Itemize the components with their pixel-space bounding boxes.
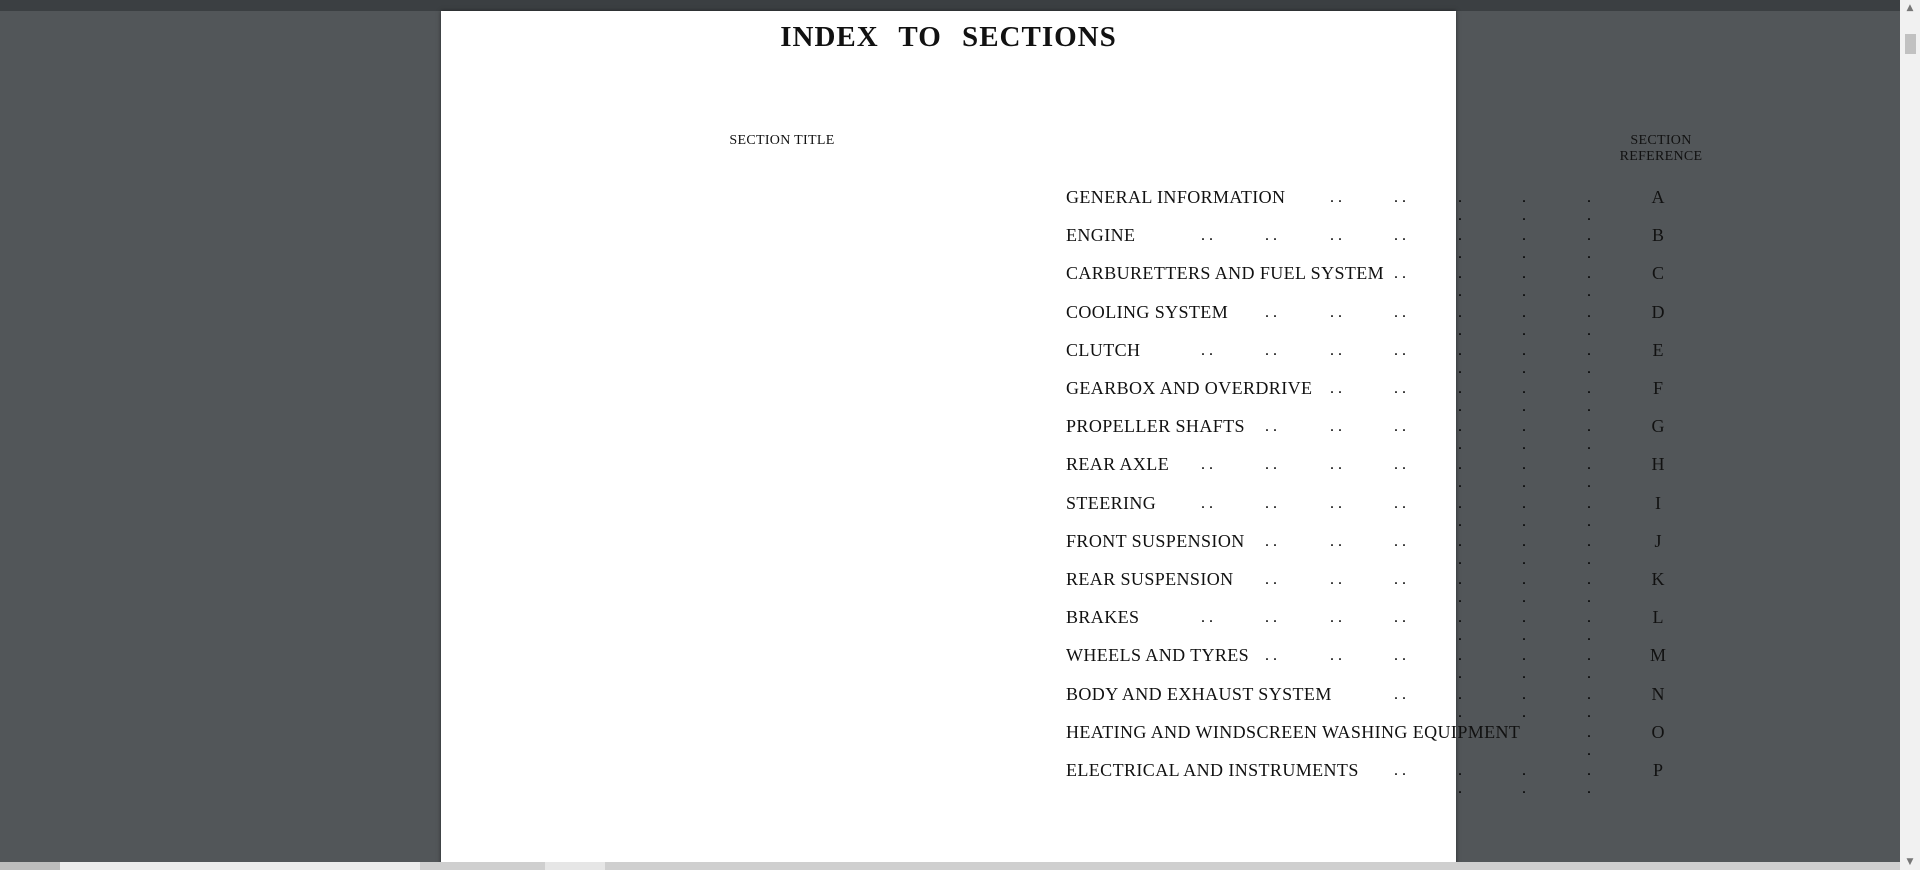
section-row — [441, 263, 1664, 301]
leader-dots: . . — [1394, 227, 1406, 245]
leader-dots: . . — [1587, 571, 1591, 606]
leader-dots: . . — [1394, 609, 1406, 627]
section-reference-header-line1: SECTION — [1630, 133, 1692, 148]
section-reference-letter: D — [1651, 301, 1665, 322]
leader-dots: . . — [1394, 265, 1406, 283]
leader-dots: . . — [1458, 532, 1462, 568]
section-title: BRAKES — [1066, 607, 1140, 628]
vertical-scrollbar[interactable] — [1900, 0, 1920, 870]
leader-dots: . . — [1330, 380, 1342, 397]
leader-dots: . . — [1522, 341, 1526, 377]
section-reference-letter: A — [1651, 187, 1665, 207]
section-row — [441, 530, 1662, 568]
leader-dots: . . — [1330, 456, 1342, 474]
section-reference-letter: N — [1651, 683, 1665, 704]
scroll-up-arrow-icon[interactable]: ▲ — [1906, 3, 1914, 13]
section-row — [441, 301, 1665, 339]
leader-dots: . . — [1522, 571, 1526, 606]
leader-dots: . . — [1458, 647, 1462, 683]
section-reference-letter: J — [1654, 530, 1662, 551]
section-row — [441, 683, 1665, 721]
section-reference-letter: L — [1652, 607, 1664, 628]
section-row — [441, 760, 1663, 797]
leader-dots: . . — [1587, 685, 1591, 721]
leader-dots: . . — [1394, 532, 1406, 550]
section-reference-letter: E — [1652, 339, 1664, 360]
section-title: ELECTRICAL AND INSTRUMENTS — [1066, 760, 1359, 780]
leader-dots: . . — [1394, 494, 1406, 512]
leader-dots: . . — [1522, 532, 1526, 568]
leader-dots: . . — [1394, 380, 1406, 397]
leader-dots: . . — [1522, 685, 1526, 721]
leader-dots: . . — [1522, 456, 1526, 492]
section-reference-letter: I — [1655, 492, 1661, 513]
leader-dots: . . — [1265, 532, 1277, 550]
leader-dots: . . — [1458, 303, 1462, 339]
scrollbar-thumb[interactable] — [1905, 34, 1916, 54]
leader-dots: . . — [1587, 303, 1591, 339]
leader-dots: . . — [1265, 494, 1277, 512]
leader-dots: . . — [1587, 609, 1591, 645]
leader-dots: . . — [1458, 418, 1462, 454]
page-title: INDEX TO SECTIONS — [780, 21, 1117, 53]
leader-dots: . . — [1458, 456, 1462, 492]
leader-dots: . . — [1330, 609, 1342, 627]
section-reference-letter: M — [1649, 645, 1666, 666]
section-reference-letter: H — [1651, 454, 1665, 475]
section-row — [441, 645, 1666, 683]
leader-dots: . . — [1458, 762, 1462, 797]
leader-dots: . . — [1330, 494, 1342, 512]
section-row — [441, 187, 1665, 224]
leader-dots: . . — [1201, 456, 1213, 474]
leader-dots: . . — [1587, 762, 1591, 797]
leader-dots: . . — [1587, 723, 1591, 759]
section-reference-letter: O — [1651, 721, 1665, 742]
leader-dots: . . — [1587, 227, 1591, 263]
section-row — [441, 569, 1665, 606]
bottom-bar-segment — [0, 862, 60, 870]
leader-dots: . . — [1265, 571, 1277, 588]
leader-dots: . . — [1330, 303, 1342, 321]
section-title-column-header: SECTION TITLE — [729, 133, 835, 148]
section-title: ENGINE — [1066, 225, 1136, 246]
section-row — [441, 225, 1664, 263]
leader-dots: . . — [1394, 456, 1406, 474]
leader-dots: . . — [1587, 189, 1591, 224]
leader-dots: . . — [1458, 380, 1462, 415]
leader-dots: . . — [1458, 265, 1462, 301]
document-page — [441, 11, 1703, 870]
leader-dots: . . — [1587, 341, 1591, 377]
leader-dots: . . — [1587, 265, 1591, 301]
leader-dots: . . — [1330, 571, 1342, 588]
leader-dots: . . — [1458, 685, 1462, 721]
section-row — [441, 454, 1665, 492]
leader-dots: . . — [1587, 456, 1591, 492]
section-row — [441, 378, 1663, 415]
section-reference-header-line2: REFERENCE — [1619, 149, 1703, 164]
leader-dots: . . — [1265, 609, 1277, 627]
leader-dots: . . — [1394, 685, 1406, 703]
section-title: BODY AND EXHAUST SYSTEM — [1066, 683, 1332, 704]
leader-dots: . . — [1522, 189, 1526, 224]
leader-dots: . . — [1201, 341, 1213, 359]
section-title: REAR SUSPENSION — [1066, 569, 1234, 589]
leader-dots: . . — [1522, 494, 1526, 530]
leader-dots: . . — [1394, 571, 1406, 588]
leader-dots: . . — [1265, 418, 1277, 436]
leader-dots: . . — [1522, 762, 1526, 797]
section-reference-letter: P — [1652, 760, 1663, 780]
leader-dots: . . — [1330, 189, 1342, 206]
leader-dots: . . — [1522, 380, 1526, 415]
leader-dots: . . — [1201, 227, 1213, 245]
section-reference-letter: G — [1651, 416, 1665, 437]
section-title: REAR AXLE — [1066, 454, 1170, 475]
leader-dots: . . — [1201, 494, 1213, 512]
leader-dots: . . — [1394, 303, 1406, 321]
leader-dots: . . — [1330, 341, 1342, 359]
leader-dots: . . — [1330, 647, 1342, 665]
leader-dots: . . — [1458, 341, 1462, 377]
leader-dots: . . — [1587, 418, 1591, 454]
leader-dots: . . — [1458, 227, 1462, 263]
leader-dots: . . — [1458, 494, 1462, 530]
viewer-bottom-bar — [0, 862, 1900, 870]
leader-dots: . . — [1394, 647, 1406, 665]
section-row — [441, 492, 1661, 530]
section-title: GEARBOX AND OVERDRIVE — [1066, 378, 1313, 398]
leader-dots: . . — [1587, 532, 1591, 568]
section-reference-letter: B — [1651, 225, 1664, 246]
leader-dots: . . — [1394, 762, 1406, 779]
leader-dots: . . — [1522, 418, 1526, 454]
leader-dots: . . — [1458, 609, 1462, 645]
section-title: WHEELS AND TYRES — [1066, 645, 1250, 666]
leader-dots: . . — [1265, 647, 1277, 665]
leader-dots: . . — [1587, 647, 1591, 683]
leader-dots: . . — [1265, 341, 1277, 359]
leader-dots: . . — [1522, 303, 1526, 339]
section-title: GENERAL INFORMATION — [1066, 187, 1286, 207]
section-row — [441, 721, 1665, 759]
leader-dots: . . — [1330, 532, 1342, 550]
leader-dots: . . — [1522, 265, 1526, 301]
section-row — [441, 607, 1664, 645]
scroll-down-arrow-icon[interactable]: ▼ — [1906, 857, 1914, 867]
leader-dots: . . — [1458, 571, 1462, 606]
leader-dots: . . — [1522, 647, 1526, 683]
leader-dots: . . — [1265, 303, 1277, 321]
leader-dots: . . — [1458, 189, 1462, 224]
section-title: HEATING AND WINDSCREEN WASHING EQUIPMENT — [1066, 721, 1521, 742]
section-row — [441, 339, 1664, 377]
section-title: PROPELLER SHAFTS — [1066, 416, 1245, 437]
section-title: STEERING — [1066, 492, 1157, 513]
section-reference-column-header — [1611, 133, 1711, 165]
leader-dots: . . — [1587, 380, 1591, 415]
leader-dots: . . — [1587, 494, 1591, 530]
bottom-bar-segment — [60, 862, 420, 870]
leader-dots: . . — [1394, 341, 1406, 359]
leader-dots: . . — [1201, 609, 1213, 627]
section-title: FRONT SUSPENSION — [1066, 530, 1245, 551]
bottom-bar-segment — [545, 862, 605, 870]
leader-dots: . . — [1265, 456, 1277, 474]
leader-dots: . . — [1394, 418, 1406, 436]
section-reference-letter: F — [1652, 378, 1663, 398]
section-reference-letter: K — [1651, 569, 1665, 589]
leader-dots: . . — [1330, 418, 1342, 436]
section-title: CARBURETTERS AND FUEL SYSTEM — [1066, 263, 1385, 284]
viewer-top-bar — [0, 0, 1900, 11]
section-title: COOLING SYSTEM — [1066, 301, 1229, 322]
leader-dots: . . — [1522, 227, 1526, 263]
section-row — [441, 416, 1665, 454]
leader-dots: . . — [1394, 189, 1406, 206]
section-title: CLUTCH — [1066, 339, 1141, 360]
leader-dots: . . — [1330, 227, 1342, 245]
leader-dots: . . — [1265, 227, 1277, 245]
leader-dots: . . — [1522, 609, 1526, 645]
section-reference-letter: C — [1651, 263, 1664, 284]
